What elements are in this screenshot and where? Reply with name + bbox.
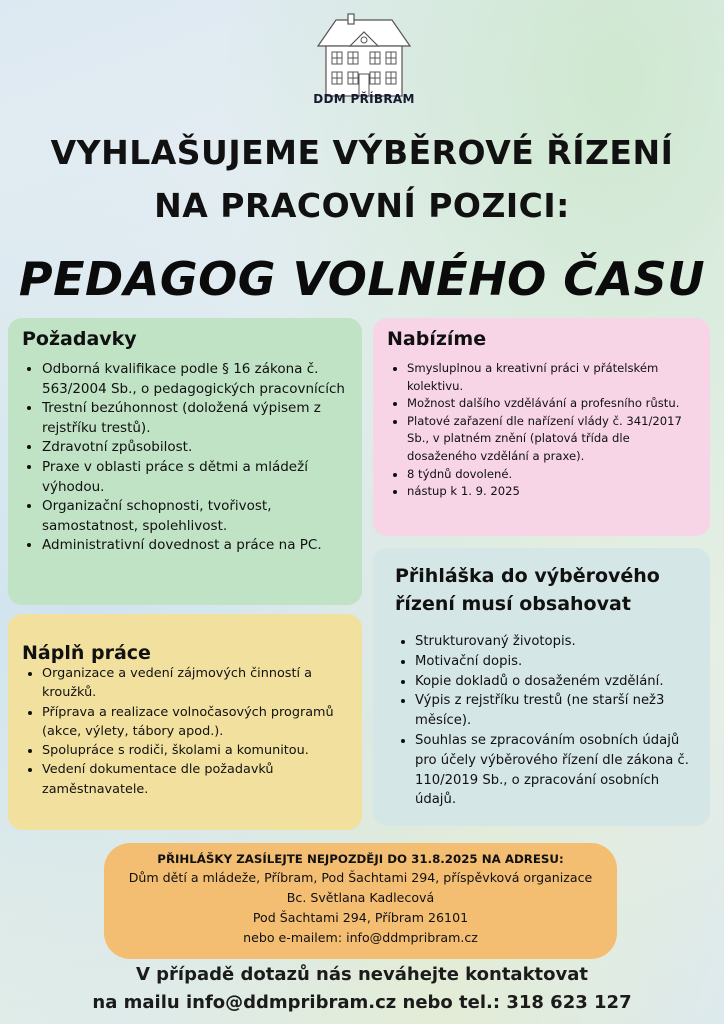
list-item: • Strukturovaný životopis. — [415, 632, 696, 652]
list-item: • Motivační dopis. — [415, 652, 696, 672]
requirements-card — [8, 318, 362, 605]
heading-line-1: VYHLAŠUJEME VÝBĚROVÉ ŘÍZENÍ — [50, 133, 674, 172]
address-line-3: Pod Šachtami 294, Příbram 26101 — [252, 910, 469, 925]
footer-line-2: na mailu info@ddmpribram.cz nebo tel.: 318 623 127 — [92, 992, 632, 1013]
footer-line-1: V případě dotazů nás neváhejte kontaktovat — [135, 964, 589, 985]
requirements-list — [22, 360, 348, 556]
address-email: nebo e-mailem: info@ddmpribram.cz — [243, 930, 478, 945]
list-item: • Spolupráce s rodiči, školami a komunitou. — [42, 741, 348, 760]
list-item: • Zdravotní způsobilost. — [42, 438, 348, 458]
logo-text: DDM PŘÍBRAM — [313, 92, 415, 106]
list-item: • Souhlas se zpracováním osobních údajů pro účely výběrového řízení dle zákona č. 110/2019 Sb., o zpracování osobních údajů. — [415, 731, 696, 810]
list-item: • Smysluplnou a kreativní práci v přátelském kolektivu. — [407, 360, 696, 395]
list-item: • 8 týdnů dovolené. — [407, 466, 696, 484]
offer-title: Nabízíme — [387, 328, 487, 350]
duties-card — [8, 614, 362, 830]
duties-title: Náplň práce — [22, 642, 151, 664]
list-item: • Výpis z rejstříku trestů (ne starší než3 měsíce). — [415, 691, 696, 731]
address-line-2: Bc. Světlana Kadlecová — [286, 890, 435, 905]
list-item: • Kopie dokladů o dosaženém vzdělání. — [415, 672, 696, 692]
requirements-title: Požadavky — [22, 328, 137, 350]
offer-card — [373, 318, 710, 536]
list-item: • Vedení dokumentace dle požadavků zaměstnavatele. — [42, 760, 348, 799]
application-title — [395, 562, 696, 618]
list-item: • Odborná kvalifikace podle § 16 zákona č. 563/2004 Sb., o pedagogických pracovnících — [42, 360, 348, 399]
house-icon — [312, 12, 416, 102]
list-item: • nástup k 1. 9. 2025 — [407, 483, 696, 501]
duties-list — [22, 664, 348, 799]
application-title-line-2: řízení musí obsahovat — [395, 593, 631, 615]
list-item: • Organizační schopnosti, tvořivost, samostatnost, spolehlivost. — [42, 497, 348, 536]
application-card — [373, 548, 710, 826]
address-box — [104, 843, 617, 959]
application-title-line-1: Přihláška do výběrového — [395, 565, 660, 587]
list-item: • Platové zařazení dle nařízení vlády č. 341/2017 Sb., v platném znění (platová třída dle dosaženého vzdělání a praxe). — [407, 413, 696, 466]
list-item: • Trestní bezúhonnost (doložená výpisem z rejstříku trestů). — [42, 399, 348, 438]
offer-list — [387, 360, 696, 501]
list-item: • Administrativní dovednost a práce na PC. — [42, 536, 348, 556]
application-list — [395, 632, 696, 810]
list-item: • Možnost dalšího vzdělávání a profesního růstu. — [407, 395, 696, 413]
heading-line-2: NA PRACOVNÍ POZICI: — [154, 186, 570, 225]
list-item: • Příprava a realizace volnočasových programů (akce, výlety, tábory apod.). — [42, 703, 348, 742]
position-title: PEDAGOG VOLNÉHO ČASU — [18, 252, 706, 306]
list-item: • Praxe v oblasti práce s dětmi a mládeží výhodou. — [42, 458, 348, 497]
address-line-1: Dům dětí a mládeže, Příbram, Pod Šachtami 294, příspěvková organizace — [128, 870, 593, 885]
deadline-text: PŘIHLÁŠKY ZASÍLEJTE NEJPOZDĚJI DO 31.8.2025 NA ADRESU: — [157, 852, 564, 866]
list-item: • Organizace a vedení zájmových činností a kroužků. — [42, 664, 348, 703]
